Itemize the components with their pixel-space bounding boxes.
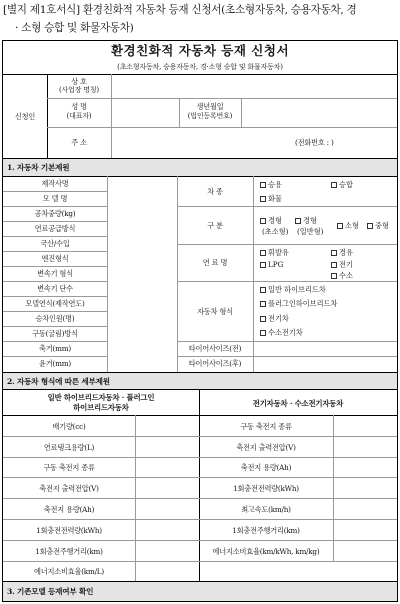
fuel-label: 연 료 명 [202, 258, 228, 267]
spec-label-fuel-supply: 연료공급방식 [34, 224, 76, 233]
form-number-note [3, 1, 397, 37]
divider [3, 296, 107, 297]
form-option-plugin-hybrid[interactable]: 플러그인하이브리드차 [260, 299, 337, 308]
checkbox[interactable] [260, 262, 266, 268]
checkbox[interactable] [260, 218, 266, 224]
address-label: 주 소 [71, 138, 87, 147]
checkbox[interactable] [260, 182, 266, 188]
ev-item-energy: 1회충전전력량(kWh) [233, 484, 299, 493]
section1-title: 1. 자동차 기본제원 [3, 159, 397, 176]
divider [47, 98, 397, 99]
divider [3, 176, 397, 177]
divider [111, 74, 112, 158]
checkbox[interactable] [260, 330, 266, 336]
checkbox[interactable] [260, 250, 266, 256]
divider [3, 206, 107, 207]
spec-label-model-year: 모델연식(제작연도) [25, 299, 85, 308]
hybrid-item-energy: 1회충전전력량(kWh) [36, 526, 102, 535]
name-label: 성 명 [71, 102, 87, 111]
spec-label-maker: 제작사명 [41, 179, 69, 188]
hybrid-header-line2: 하이브리드자동차 [73, 403, 129, 412]
spec-label-weight: 공차중량(kg) [34, 209, 76, 218]
note-line-2: · 소형 승합 및 화물자동차) [15, 22, 134, 34]
checkbox[interactable] [260, 301, 266, 307]
hybrid-item-displacement: 배기량(cc) [52, 422, 86, 431]
hybrid-header-line1: 일반 하이브리드자동차 · 플러그인 [47, 393, 155, 402]
divider [3, 436, 397, 437]
spec-label-track: 윤거(mm) [39, 359, 71, 368]
spec-label-gears: 변속기 단수 [37, 284, 73, 293]
class-option-light-general[interactable]: 경형 [295, 216, 317, 225]
divider [3, 266, 107, 267]
divider [107, 176, 108, 372]
divider [3, 311, 107, 312]
class-option-light-micro[interactable]: 경형 [260, 216, 282, 225]
checkbox[interactable] [331, 182, 337, 188]
hybrid-item-capacity: 축전지 용량(Ah) [43, 505, 95, 514]
tire-front-label: 타이어사이즈(전) [188, 344, 242, 353]
form-option-fcev[interactable]: 수소전기차 [260, 328, 303, 337]
ev-header: 전기자동차 · 수소전기자동차 [252, 399, 344, 408]
vt-option-van[interactable]: 승합 [331, 180, 353, 189]
checkbox[interactable] [331, 250, 337, 256]
name-field[interactable] [113, 101, 177, 123]
ev-item-top-speed: 최고속도(km/h) [241, 505, 291, 514]
birth-field[interactable] [243, 101, 395, 123]
tire-rear-label: 타이어사이즈(후) [188, 359, 242, 368]
address-field[interactable] [113, 131, 293, 153]
birth-label: 생년월일 [196, 102, 224, 111]
form-title: 환경친화적 자동차 등재 신청서 [110, 43, 290, 58]
fuel-option-gasoline[interactable]: 휘발유 [260, 248, 289, 257]
section3-title: 3. 기존모델 등재여부 확인 [3, 582, 397, 601]
fuel-option-hydrogen[interactable]: 수소 [331, 271, 353, 280]
fuel-option-diesel[interactable]: 경유 [331, 248, 353, 257]
application-form [2, 40, 398, 602]
divider [3, 540, 397, 541]
divider [177, 206, 397, 207]
checkbox[interactable] [337, 223, 343, 229]
trade-name-field[interactable] [113, 79, 395, 95]
checkbox[interactable] [331, 273, 337, 279]
divider [3, 389, 397, 390]
divider [3, 519, 397, 520]
spec-label-origin: 국산/수입 [40, 239, 70, 248]
divider [3, 281, 107, 282]
divider [177, 281, 397, 282]
trade-name-label: 상 호 [71, 77, 87, 86]
vt-option-truck[interactable]: 화물 [260, 194, 282, 203]
divider [3, 251, 107, 252]
checkbox[interactable] [331, 262, 337, 268]
divider [177, 356, 397, 357]
checkbox[interactable] [367, 223, 373, 229]
vehicle-type-label: 차 종 [207, 187, 223, 196]
vt-option-passenger[interactable]: 승용 [260, 180, 282, 189]
applicant-label: 신청인 [14, 112, 36, 121]
divider [177, 244, 397, 245]
class-label: 구 분 [207, 221, 223, 230]
divider [3, 415, 397, 416]
form-option-ev[interactable]: 전기차 [260, 314, 289, 323]
divider [3, 457, 397, 458]
divider [177, 341, 397, 342]
divider [3, 221, 107, 222]
divider [3, 356, 107, 357]
divider [3, 236, 107, 237]
spec-label-drive: 구동(굴림)방식 [32, 329, 78, 338]
checkbox[interactable] [295, 218, 301, 224]
checkbox[interactable] [260, 316, 266, 322]
name-sublabel: (대표자) [66, 112, 92, 120]
class-sub-micro: (초소형) [262, 227, 289, 236]
ev-item-capacity: 축전지 용량(Ah) [240, 463, 292, 472]
hybrid-item-efficiency: 에너지소비효율(km/L) [34, 567, 104, 576]
form-subtitle: (초소형자동차, 승용자동차, 경·소형 승합 및 화물자동차) [117, 63, 283, 71]
ev-item-voltage: 축전지 출력전압(V) [236, 443, 296, 452]
ev-item-efficiency: 에너지소비효율(km/kWh, km/kg) [212, 547, 320, 556]
fuel-option-electric[interactable]: 전기 [331, 260, 353, 269]
class-option-medium[interactable]: 중형 [367, 221, 389, 230]
spec-label-transmission: 변속기 형식 [37, 269, 73, 278]
spec-label-wheelbase: 축거(mm) [39, 344, 71, 353]
hybrid-item-tank: 연료탱크용량(L) [43, 443, 95, 452]
divider [241, 98, 242, 127]
ev-item-battery-type: 구동 축전지 종류 [240, 422, 292, 431]
form-option-hybrid[interactable]: 일반 하이브리드차 [260, 285, 326, 294]
phone-field[interactable]: (전화번호 : ) [295, 138, 334, 147]
hybrid-item-battery-type: 구동 축전지 종류 [43, 463, 95, 472]
checkbox[interactable] [260, 196, 266, 202]
spec-label-engine: 엔진형식 [41, 254, 69, 263]
divider [3, 341, 107, 342]
divider [3, 561, 397, 562]
hybrid-item-voltage: 축전지 출력전압(V) [39, 484, 99, 493]
section2-title: 2. 자동차 형식에 따른 세부제원 [3, 373, 397, 389]
hybrid-item-range: 1회충전주행거리(km) [35, 547, 103, 556]
divider [3, 498, 397, 499]
divider [3, 477, 397, 478]
ev-item-range: 1회충전주행거리(km) [232, 526, 300, 535]
class-sub-general: (일반형) [297, 227, 324, 236]
spec-label-model: 모 델 명 [42, 194, 68, 203]
divider [3, 191, 107, 192]
spec-label-seats: 승차인원(명) [35, 314, 75, 323]
divider [3, 74, 397, 75]
divider [47, 127, 397, 128]
birth-sublabel: (법인등록번호) [187, 112, 233, 120]
divider [3, 326, 107, 327]
fuel-option-lpg[interactable]: LPG [260, 260, 283, 269]
form-type-label: 자동차 형식 [197, 307, 233, 316]
trade-name-sublabel: (사업장 명칭) [59, 86, 99, 94]
class-option-small[interactable]: 소형 [337, 221, 359, 230]
checkbox[interactable] [260, 287, 266, 293]
note-line-1: [별지 제1호서식] 환경친화적 자동차 등재 신청서(초소형자동차, 승용자동차, 경 [3, 4, 357, 16]
